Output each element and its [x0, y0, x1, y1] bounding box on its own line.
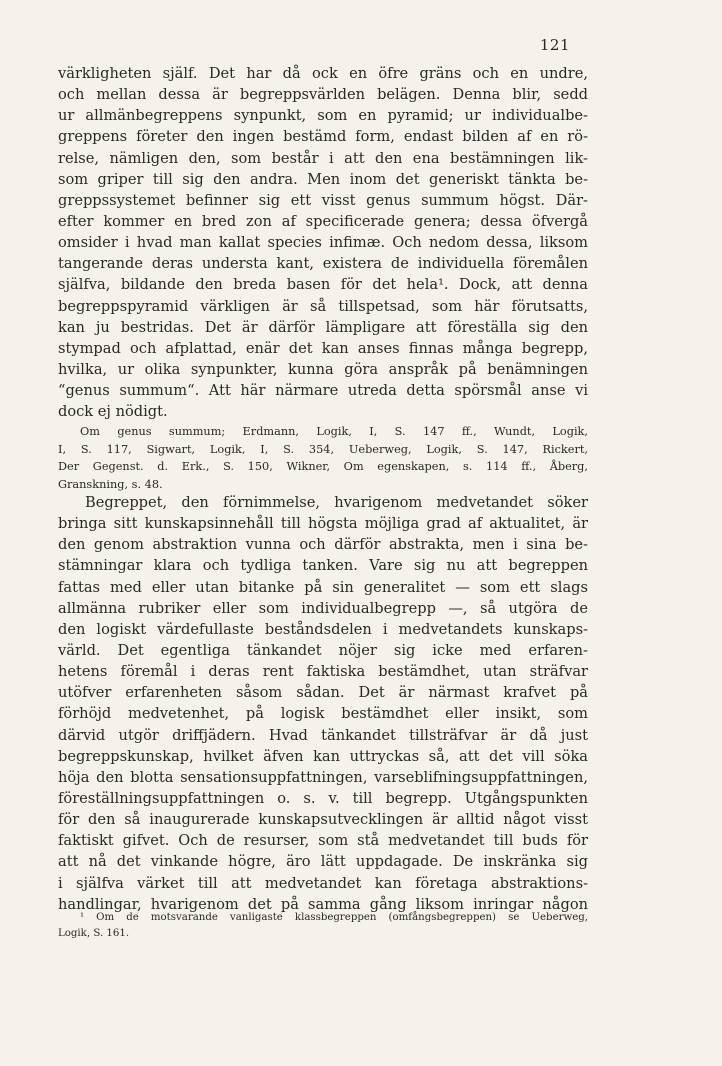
text-line: ur allmänbegreppens synpunkt, som en pyramid; ur individualbe- — [58, 107, 588, 125]
text-line: värkligheten själf. Det har då ock en öfre gräns och en undre, — [58, 65, 588, 82]
note-line: Der Gegenst. d. Erk., S. 150, Wikner, Om egenskapen, s. 114 ff., Åberg, — [58, 460, 588, 473]
text-line: Begreppet, den förnimmelse, hvarigenom medvetandet söker — [85, 494, 588, 511]
text-line: den logiskt värdefullaste beståndsdelen i medvetandets kunskaps- — [58, 620, 588, 638]
page-number: 121 — [539, 36, 570, 54]
paragraph-2 — [58, 492, 588, 915]
text-line: hvilka, ur olika synpunkter, kunna göra anspråk på benämningen — [58, 360, 588, 378]
text-line: själfva, bildande den breda basen för det hela¹. Dock, att denna — [58, 276, 588, 294]
text-line: relse, nämligen den, som består i att den ena bestämningen lik- — [58, 149, 588, 167]
text-line: fattas med eller utan bitanke på sin generalitet — som ett slags — [58, 578, 588, 596]
footnote-line: ¹ Om de motsvarande vanligaste klassbegreppen (omfångsbegreppen) se Ueberweg, — [80, 912, 588, 923]
text-line: begreppspyramid värkligen är så tillspetsad, som här förutsatts, — [58, 297, 588, 315]
text-line: bringa sitt kunskapsinnehåll till högsta möjliga grad af aktualitet, är — [58, 515, 588, 533]
note-line: Granskning, s. 48. — [58, 477, 163, 491]
text-line: tangerande deras understa kant, existera de individuella föremålen — [58, 255, 588, 273]
text-line: stämningar klara och tydliga tanken. Vare sig nu att begreppen — [58, 557, 588, 575]
text-line: hetens föremål i deras rent faktiska bestämdhet, utan sträfvar — [58, 663, 588, 681]
text-line: “genus summum“. Att här närmare utreda detta spörsmål anse vi — [58, 382, 588, 400]
references-note — [58, 423, 588, 493]
text-line: och mellan dessa är begreppsvärlden belägen. Denna blir, sedd — [58, 86, 588, 104]
text-line: den genom abstraktion vunna och därför abstrakta, men i sina be- — [58, 536, 588, 554]
text-line: föreställningsuppfattningen o. s. v. till begrepp. Utgångspunkten — [58, 789, 588, 807]
text-line: förhöjd medvetenhet, på logisk bestämdhet eller insikt, som — [58, 705, 588, 723]
text-line: greppssystemet befinner sig ett visst genus summum högst. Där- — [58, 191, 588, 209]
text-line: stympad och afplattad, enär det kan anses finnas många begrepp, — [58, 339, 588, 357]
text-line: värld. Det egentliga tänkandet nöjer sig icke med erfaren- — [58, 641, 588, 659]
note-line: Om genus summum; Erdmann, Logik, I, S. 147 ff., Wundt, Logik, — [80, 425, 588, 438]
text-line: efter kommer en bred zon af specificerade genera; dessa öfvergå — [58, 212, 588, 230]
text-line: dock ej nödigt. — [58, 403, 168, 421]
text-line: som griper till sig den andra. Men inom det generiskt tänkta be- — [58, 170, 588, 188]
text-line: faktiskt gifvet. Och de resurser, som stå medvetandet till buds för — [58, 832, 588, 850]
text-line: allmänna rubriker eller som individualbegrepp —, så utgöra de — [58, 599, 588, 617]
text-line: begreppskunskap, hvilket äfven kan uttryckas så, att det vill söka — [58, 747, 588, 765]
footnote-line: Logik, S. 161. — [58, 928, 130, 939]
text-line: att nå det vinkande högre, äro lätt uppdagade. De inskränka sig — [58, 853, 588, 871]
text-line: kan ju bestridas. Det är därför lämpligare att föreställa sig den — [58, 318, 588, 336]
note-line: I, S. 117, Sigwart, Logik, I, S. 354, Ueberweg, Logik, S. 147, Rickert, — [58, 442, 588, 456]
text-line: handlingar, hvarigenom det på samma gång liksom inringar någon — [58, 895, 588, 913]
text-line: därvid utgör driffjädern. Hvad tänkandet tillsträfvar är då just — [58, 726, 588, 744]
text-line: i själfva värket till att medvetandet kan företaga abstraktions- — [58, 874, 588, 892]
text-line: utöfver erfarenheten såsom sådan. Det är närmast krafvet på — [58, 684, 588, 702]
text-line: höja den blotta sensationsuppfattningen, varseblifningsuppfattningen, — [58, 768, 588, 786]
text-line: greppens företer den ingen bestämd form, endast bilden af en rö- — [58, 128, 588, 146]
text-line: omsider i hvad man kallat species infimæ. Och nedom dessa, liksom — [58, 234, 588, 252]
text-line: för den så inaugurerade kunskapsutvecklingen är alltid något visst — [58, 811, 588, 829]
paragraph-1 — [58, 63, 588, 422]
footnote — [58, 910, 588, 942]
